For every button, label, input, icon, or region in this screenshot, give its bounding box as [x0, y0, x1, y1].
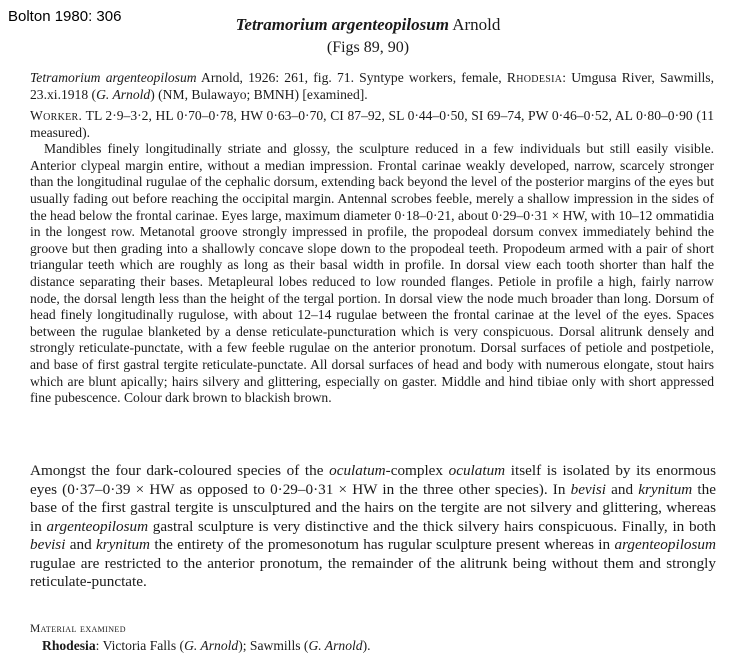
synonymy-locality: : Umgusa River, Sawmills, 23.xi.1918 (	[30, 70, 714, 102]
species-ref: argenteopilosum	[46, 517, 149, 535]
material-country: Rhodesia	[42, 638, 96, 653]
synonymy-depository: ) (NM, Bulawayo; BMNH) [examined].	[150, 86, 368, 102]
synonymy-name: Tetramorium argenteopilosum	[30, 70, 197, 85]
material-collector: G. Arnold	[184, 638, 239, 653]
species-ref: oculatum	[448, 462, 506, 479]
species-name: Tetramorium argenteopilosum	[235, 15, 449, 34]
material-text: : Victoria Falls (	[95, 638, 185, 653]
species-header	[0, 14, 736, 59]
worker-description-text: Mandibles finely longitudinally striate and glossy, the sculpture reduced in a few individuals but still easily visible. Anterior clypeal margin entire, without a median impression. Frontal carinae weakly developed, narrow, scarcely stronger than the longitudinal rugulae of the cephalic dorsum, extending back beyond the level of the posterior margins of the eyes but usually fading out before reaching the occipital margin. Antennal scrobes feeble, merely a shallow impression in the sides of the head below the frontal carinae. Eyes large, maximum diameter 0·18–0·21, about 0·29–0·31 × HW, with 10–12 ommatidia in the longest row. Metanotal groove strongly impressed in profile, the propodeal dorsum convex immediately behind the groove but then grading into a shallowly concave slope down to the propodeal teeth. Propodeum armed with a pair of short triangular teeth which are roughly as long as their basal width in profile. In dorsal view each tooth shorter than half the distance separating their bases. Metapleural lobes reduced to low rounded flanges. Petiole in profile a high, fairly narrow node, the dorsal length less than the height of the tergal portion. In dorsal view the node much broader than long. Dorsum of head finely longitudinally rugulose, with about 12–14 rugulae between the frontal carinae at the level of the eyes. Spaces between the rugulae blanketed by a dense reticulate-puncturation which is very conspicuous. Dorsal alitrunk densely and strongly reticulate-punctate, with a few feeble rugulae on the anterior pronotum. Dorsal surfaces of petiole and postpetiole, and base of first gastral tergite reticulate-punctate. All dorsal surfaces of head and body with numerous elongate, stout hairs which are blunt apically; hairs silvery and glittering, especially on gaster. Middle and hind tibiae only with short appressed fine pubescence. Colour dark brown to blackish brown.	[30, 141, 714, 406]
reference-label: Bolton 1980: 306	[8, 8, 122, 25]
material-text: ); Sawmills (	[238, 638, 309, 653]
material-text: ).	[362, 638, 371, 653]
material-collector: G. Arnold	[308, 638, 363, 653]
comparison-text: and	[606, 480, 639, 498]
comparison-paragraph	[30, 462, 716, 592]
comparison-text: Amongst the four dark-coloured species of the	[30, 462, 330, 479]
species-title	[0, 14, 736, 35]
comparison-text: the base of the first gastral tergite is unsculptured and the hairs on the tergite are not silvery and glittering, whereas in	[30, 480, 716, 535]
synonymy-country: Rhodesia	[506, 70, 563, 85]
species-ref: krynitum	[96, 536, 151, 553]
comparison-text: gastral sculpture is very distinctive and the thick silvery hairs conspicuous. Finally, in both	[148, 517, 716, 535]
species-author: Arnold	[452, 15, 501, 34]
worker-measurements: TL 2·9–3·2, HL 0·70–0·78, HW 0·63–0·70, CI 87–92, SL 0·44–0·50, SI 69–74, PW 0·46–0·52, AL 0·80–0·90 (11 measured).	[30, 108, 714, 140]
species-ref: krynitum	[638, 480, 693, 498]
comparison-text: rugulae are restricted to the anterior pronotum, the remainder of the alitrunk being without them and strongly reticulate-punctate.	[30, 554, 716, 590]
material-list	[42, 638, 371, 654]
figure-reference: (Figs 89, 90)	[326, 39, 410, 56]
synonymy-collector: G. Arnold	[96, 86, 151, 102]
worker-caste-heading: Worker.	[30, 108, 83, 123]
comparison-text: and	[65, 536, 97, 553]
comparison-text: -complex	[385, 462, 449, 479]
species-ref: bevisi	[570, 480, 607, 498]
species-ref: argenteopilosum	[614, 536, 716, 553]
comparison-text: the entirety of the promesonotum has rugular sculpture present whereas in	[150, 536, 615, 553]
material-heading: Material examined	[30, 623, 126, 635]
synonymy-paragraph	[30, 70, 714, 103]
species-ref: oculatum	[329, 462, 386, 479]
synonymy-citation: Arnold, 1926: 261, fig. 71. Syntype workers, female,	[196, 70, 507, 85]
comparison-text: itself is isolated by its enormous eyes (0·37–0·39 × HW as opposed to 0·29–0·31 × HW in the three other species). In	[30, 462, 717, 498]
worker-description	[30, 108, 714, 407]
species-ref: bevisi	[30, 536, 66, 553]
